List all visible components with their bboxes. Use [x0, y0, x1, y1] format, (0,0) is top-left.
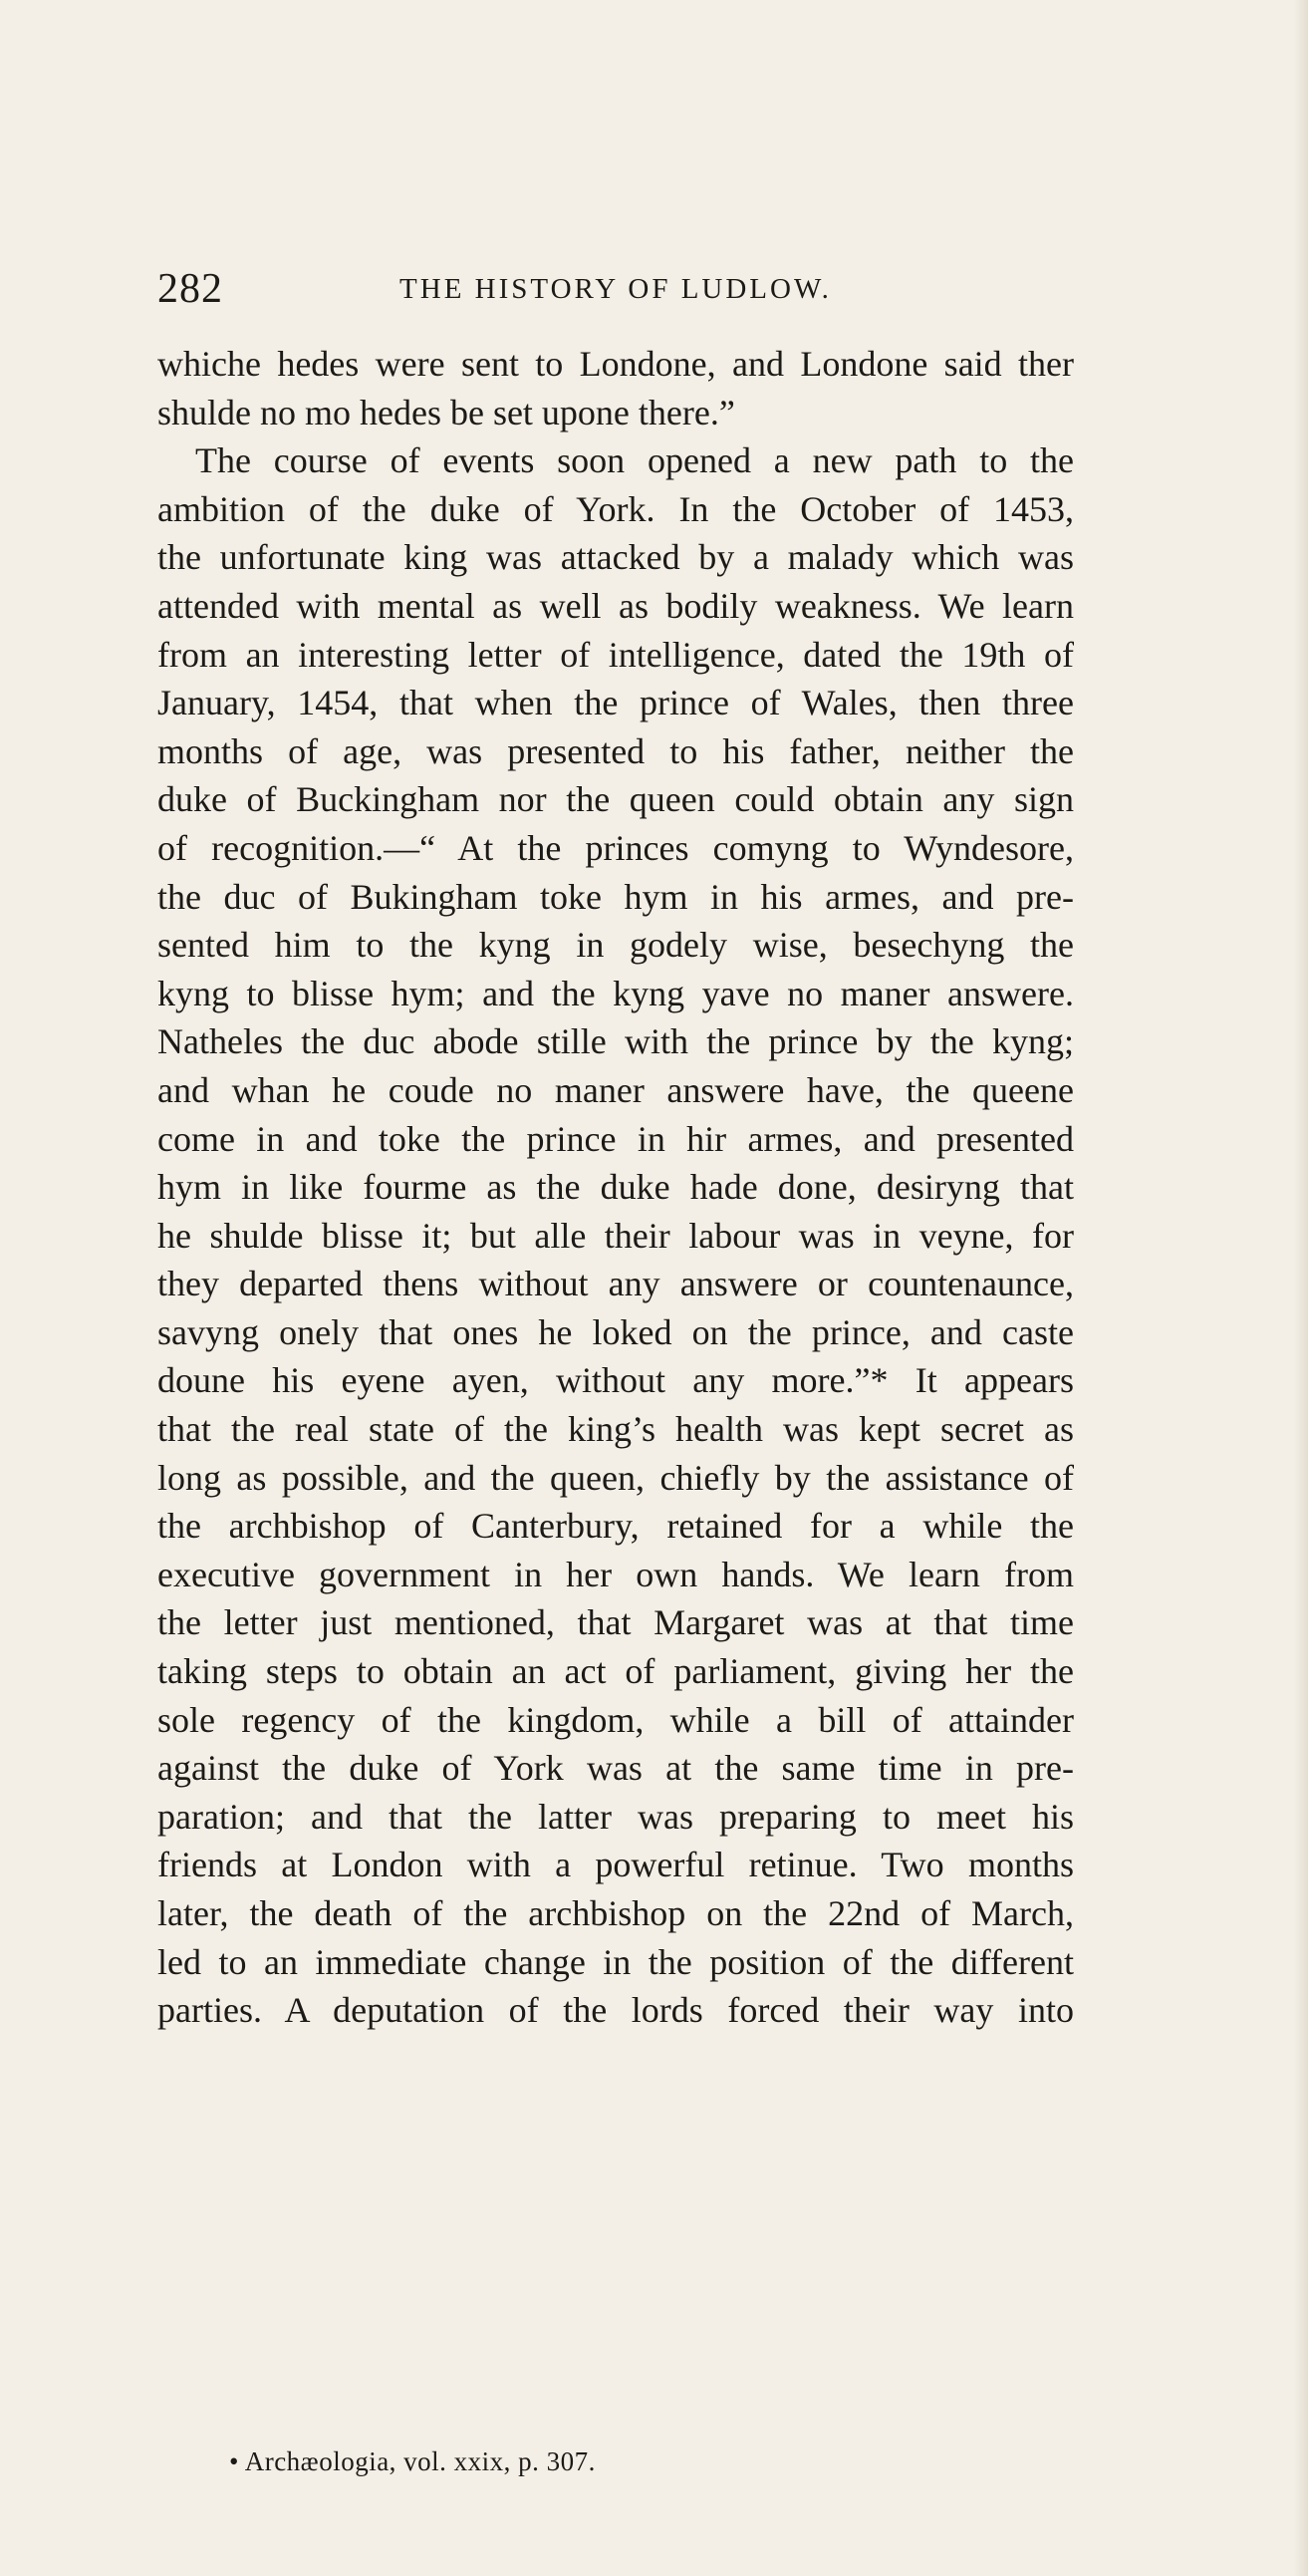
- running-title: THE HISTORY OF LUDLOW.: [399, 273, 832, 305]
- text-line: savyng onely that ones he loked on the prince, and caste: [157, 1311, 1074, 1352]
- text-line: sole regency of the kingdom, while a bill of attainder: [157, 1699, 1074, 1740]
- text-line: hym in like fourme as the duke hade done, desiryng that: [157, 1167, 1074, 1208]
- text-line: taking steps to obtain an act of parliament, giving her the: [157, 1651, 1074, 1692]
- text-line: The course of events soon opened a new path to the: [195, 440, 1074, 481]
- body-text: [157, 340, 1074, 2035]
- text-line: of recognition.—“ At the princes comyng to Wyndesore,: [157, 827, 1074, 868]
- text-line: shulde no mo hedes be set upone there.”: [157, 392, 735, 432]
- text-line: duke of Buckingham nor the queen could obtain any sign: [157, 779, 1074, 820]
- text-line: they departed thens without any answere or countenaunce,: [157, 1264, 1074, 1304]
- text-line: executive government in her own hands. We learn from: [157, 1554, 1074, 1594]
- text-line: January, 1454, that when the prince of Wales, then three: [157, 683, 1074, 723]
- text-line: that the real state of the king’s health was kept secret as: [157, 1409, 1074, 1450]
- text-line: the archbishop of Canterbury, retained for a while the: [157, 1506, 1074, 1547]
- text-line: long as possible, and the queen, chiefly by the assistance of: [157, 1457, 1074, 1498]
- text-line: ambition of the duke of York. In the October of 1453,: [157, 488, 1074, 529]
- text-line: come in and toke the prince in hir armes, and presented: [157, 1118, 1074, 1159]
- text-line: parties. A deputation of the lords forced their way into: [157, 1990, 1074, 2031]
- text-line: against the duke of York was at the same time in pre-: [157, 1748, 1074, 1789]
- text-line: the letter just mentioned, that Margaret was at that time: [157, 1602, 1074, 1643]
- page-header: [157, 259, 1074, 319]
- text-line: and whan he coude no maner answere have, the queene: [157, 1069, 1074, 1110]
- text-line: led to an immediate change in the position of the different: [157, 1941, 1074, 1982]
- text-line: the duc of Bukingham toke hym in his armes, and pre-: [157, 876, 1074, 917]
- page-number: 282: [157, 266, 223, 312]
- text-line: Natheles the duc abode stille with the prince by the kyng;: [157, 1021, 1074, 1062]
- text-line: from an interesting letter of intelligence, dated the 19th of: [157, 634, 1074, 675]
- text-line: he shulde blisse it; but alle their labour was in veyne, for: [157, 1215, 1074, 1256]
- text-line: doune his eyene ayen, without any more.”* It appears: [157, 1360, 1074, 1401]
- text-line: later, the death of the archbishop on the 22nd of March,: [157, 1893, 1074, 1933]
- text-line: attended with mental as well as bodily weakness. We learn: [157, 585, 1074, 626]
- text-line: kyng to blisse hym; and the kyng yave no maner answere.: [157, 973, 1074, 1013]
- footnote: • Archæologia, vol. xxix, p. 307.: [229, 2446, 596, 2476]
- text-line: friends at London with a powerful retinue. Two months: [157, 1845, 1074, 1885]
- text-line: paration; and that the latter was preparing to meet his: [157, 1796, 1074, 1837]
- text-line: whiche hedes were sent to Londone, and Londone said ther: [157, 344, 1074, 384]
- page-edge-shadow: [1294, 0, 1308, 2576]
- text-line: months of age, was presented to his father, neither the: [157, 730, 1074, 771]
- text-line: sented him to the kyng in godely wise, besechyng the: [157, 925, 1074, 966]
- text-line: the unfortunate king was attacked by a malady which was: [157, 537, 1074, 578]
